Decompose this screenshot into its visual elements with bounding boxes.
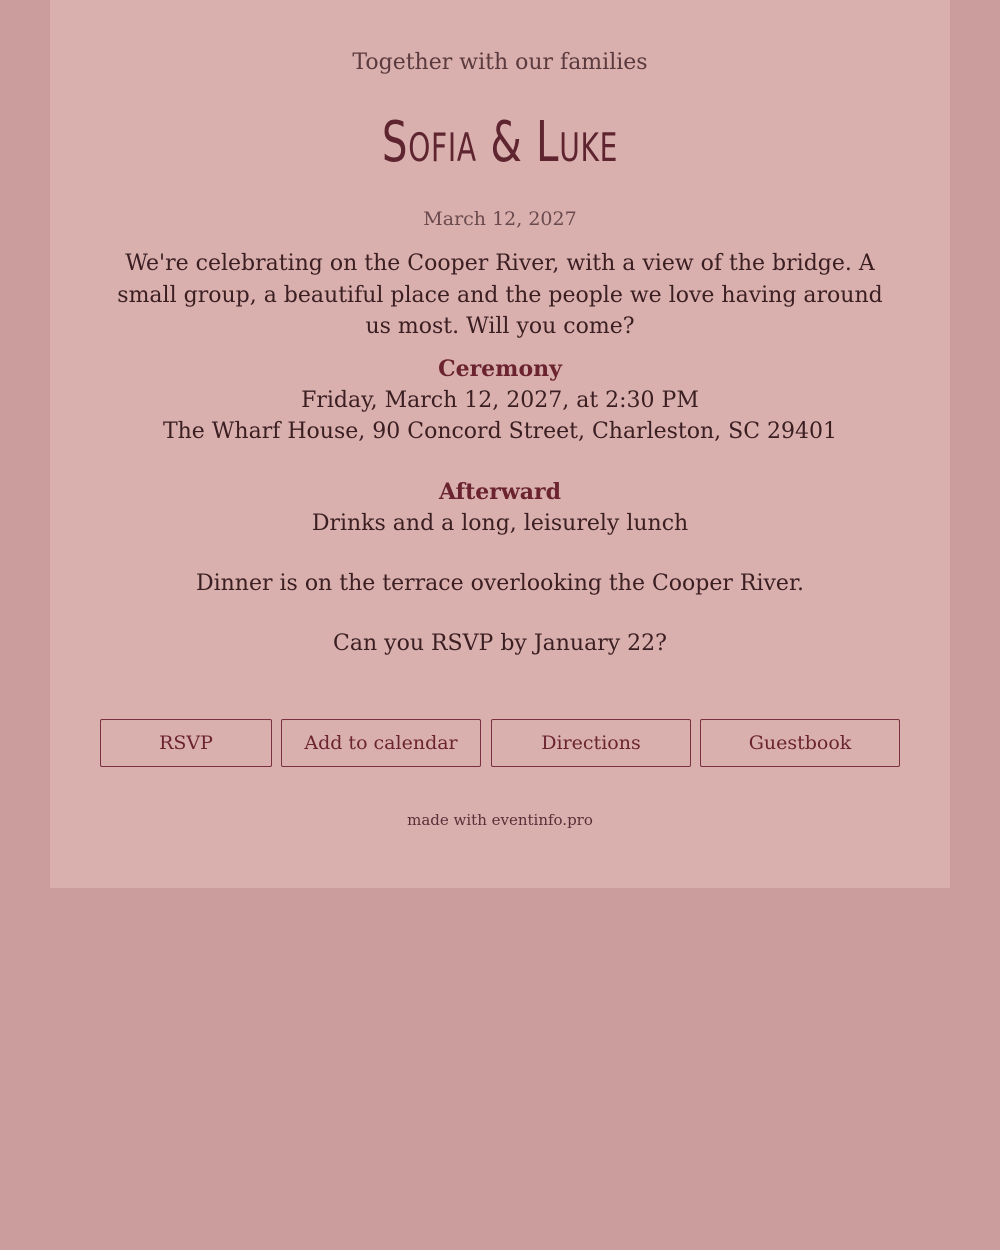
action-buttons <box>100 719 900 767</box>
dinner-note: Dinner is on the terrace overlooking the Cooper River. <box>195 571 805 596</box>
event-date: March 12, 2027 <box>423 208 577 230</box>
afterward-title: Afterward <box>438 479 562 505</box>
footer-credit-link[interactable]: made with eventinfo.pro <box>407 811 593 829</box>
intro-text: We're celebrating on the Cooper River, with a view of the bridge. A small group, a beautiful place and the people we love having around us most. Will you come? <box>117 251 883 339</box>
together-text: Together with our families <box>352 50 648 75</box>
ceremony-where: The Wharf House, 90 Concord Street, Charleston, SC 29401 <box>162 419 838 444</box>
ceremony-when: Friday, March 12, 2027, at 2:30 PM <box>301 388 699 413</box>
add-to-calendar-button[interactable]: Add to calendar <box>281 719 481 767</box>
directions-button[interactable]: Directions <box>491 719 691 767</box>
couple-names: Sofia & Luke <box>381 110 619 175</box>
afterward-description: Drinks and a long, leisurely lunch <box>311 511 689 536</box>
rsvp-question: Can you RSVP by January 22? <box>333 631 667 656</box>
ceremony-title: Ceremony <box>438 356 562 382</box>
invitation-card <box>50 0 950 888</box>
rsvp-button[interactable]: RSVP <box>100 719 272 767</box>
guestbook-button[interactable]: Guestbook <box>700 719 900 767</box>
